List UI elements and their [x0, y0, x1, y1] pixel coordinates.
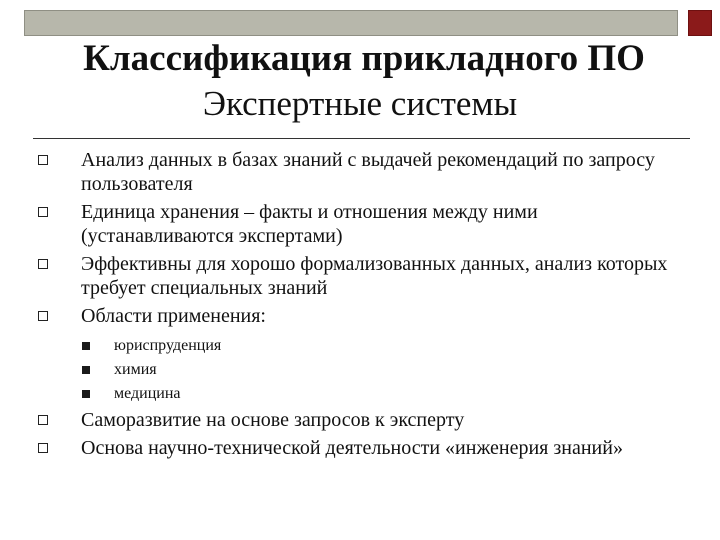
title-divider	[33, 138, 690, 139]
filled-square-bullet-icon	[82, 366, 90, 374]
bullet-item-effectiveness	[0, 252, 720, 300]
hollow-square-bullet-icon	[38, 443, 48, 453]
sub-bullet-medicine	[0, 384, 720, 404]
sub-bullet-chemistry	[0, 360, 720, 380]
title-main: Классификация прикладного ПО	[83, 38, 645, 79]
bullet-text: Единица хранения – факты и отношения между ними (устанавливаются экспертами)	[81, 201, 538, 247]
bullet-text: Эффективны для хорошо формализованных данных, анализ которых требует специальных знаний	[81, 253, 668, 299]
hollow-square-bullet-icon	[38, 311, 48, 321]
application-areas-sublist	[0, 336, 720, 404]
bullet-list	[0, 148, 720, 464]
hollow-square-bullet-icon	[38, 207, 48, 217]
sub-bullet-text: юриспруденция	[114, 337, 222, 354]
title-subtitle: Экспертные системы	[202, 84, 518, 123]
bullet-item-storage-unit	[0, 200, 720, 248]
bullet-item-self-development	[0, 408, 720, 432]
decorative-corner-square	[688, 10, 712, 36]
bullet-text: Саморазвитие на основе запросов к эксперту	[81, 409, 465, 431]
bullet-item-analysis	[0, 148, 720, 196]
bullet-text: Анализ данных в базах знаний с выдачей рекомендаций по запросу пользователя	[81, 149, 655, 195]
decorative-top-bar	[24, 10, 678, 36]
sub-bullet-law	[0, 336, 720, 356]
bullet-item-application-areas	[0, 304, 720, 328]
filled-square-bullet-icon	[82, 342, 90, 350]
hollow-square-bullet-icon	[38, 259, 48, 269]
bullet-text: Основа научно-технической деятельности «инженерия знаний»	[81, 437, 623, 459]
hollow-square-bullet-icon	[38, 415, 48, 425]
sub-bullet-text: химия	[114, 361, 157, 378]
sub-bullet-text: медицина	[114, 385, 181, 402]
hollow-square-bullet-icon	[38, 155, 48, 165]
bullet-item-knowledge-engineering	[0, 436, 720, 460]
filled-square-bullet-icon	[82, 390, 90, 398]
bullet-text: Области применения:	[81, 305, 266, 327]
slide-title	[0, 36, 720, 126]
